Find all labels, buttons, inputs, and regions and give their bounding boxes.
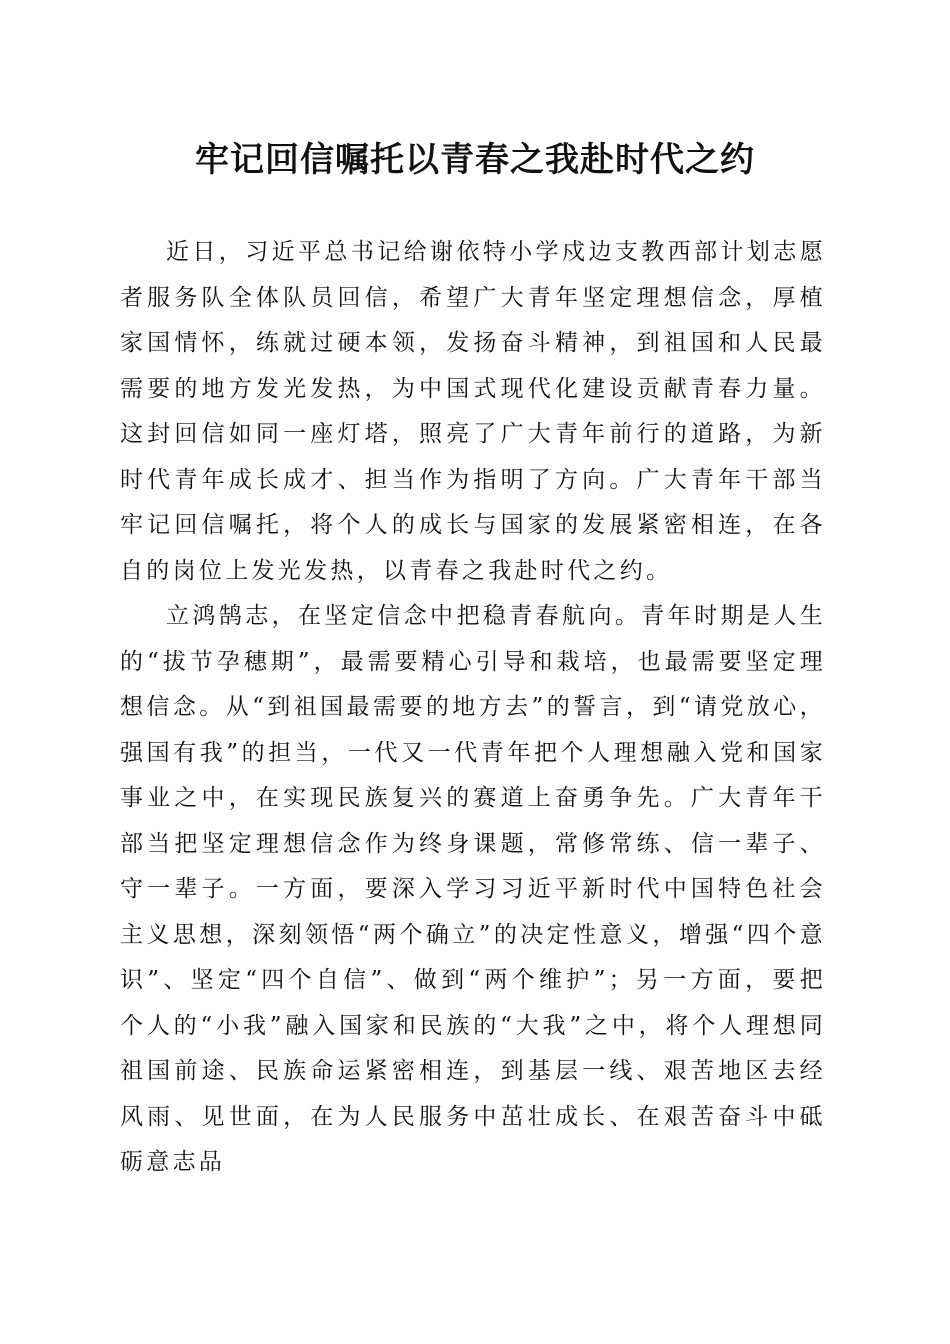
document-body — [120, 230, 826, 1186]
paragraph-1: 近日，习近平总书记给谢依特小学戍边支教西部计划志愿者服务队全体队员回信，希望广大青年坚定理想信念，厚植家国情怀，练就过硬本领，发扬奋斗精神，到祖国和人民最需要的地方发光发热，为中国式现代化建设贡献青春力量。这封回信如同一座灯塔，照亮了广大青年前行的道路，为新时代青年成长成才、担当作为指明了方向。广大青年干部当牢记回信嘱托，将个人的成长与国家的发展紧密相连，在各自的岗位上发光发热，以青春之我赴时代之约。 — [120, 239, 826, 584]
paragraph-2: 立鸿鹄志，在坚定信念中把稳青春航向。青年时期是人生的“拔节孕穗期”，最需要精心引导和栽培，也最需要坚定理想信念。从“到祖国最需要的地方去”的誓言，到“请党放心，强国有我”的担当，一代又一代青年把个人理想融入党和国家事业之中，在实现民族复兴的赛道上奋勇争先。广大青年干部当把坚定理想信念作为终身课题，常修常练、信一辈子、守一辈子。一方面，要深入学习习近平新时代中国特色社会主义思想，深刻领悟“两个确立”的决定性意义，增强“四个意识”、坚定“四个自信”、做到“两个维护”；另一方面，要把个人的“小我”融入国家和民族的“大我”之中，将个人理想同祖国前途、民族命运紧密相连，到基层一线、艰苦地区去经风雨、见世面，在为人民服务中茁壮成长、在艰苦奋斗中砥砺意志品 — [120, 603, 826, 1175]
document-title: 牢记回信嘱托以青春之我赴时代之约 — [195, 140, 755, 180]
